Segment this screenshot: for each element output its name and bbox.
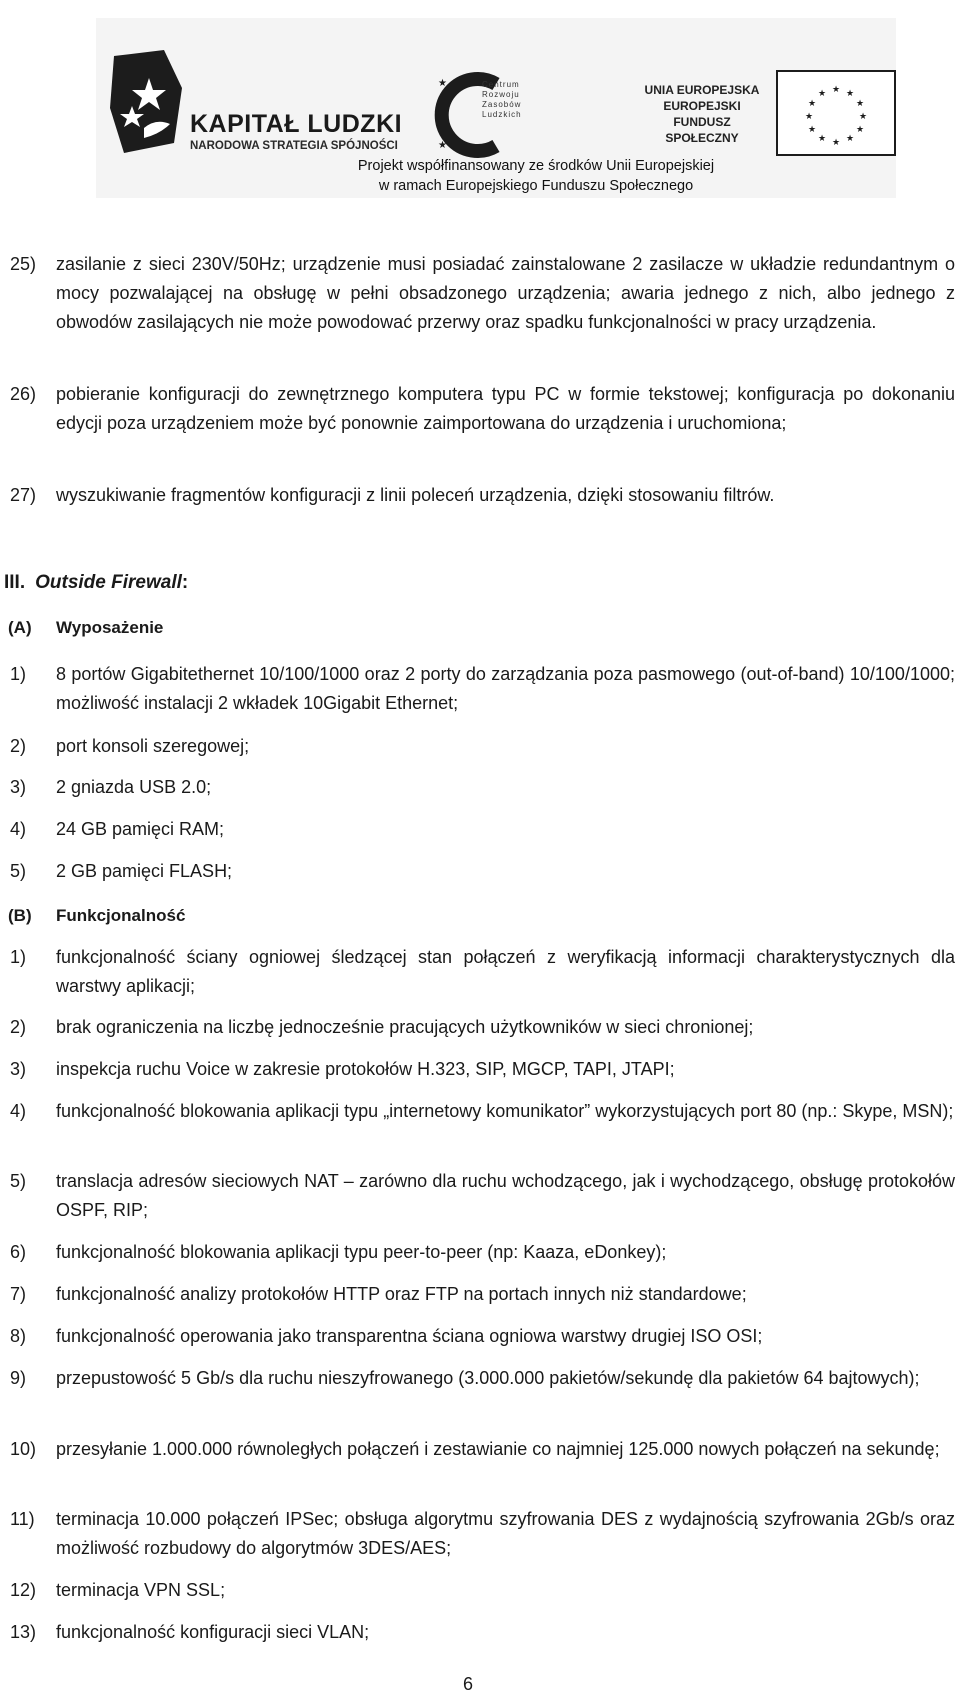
item-text: funkcjonalność blokowania aplikacji typu „internetowy komunikator” wykorzystujących port 80 (np.: Skype, MSN); — [56, 1101, 954, 1121]
item-text: inspekcja ruchu Voice w zakresie protokołów H.323, SIP, MGCP, TAPI, JTAPI; — [56, 1059, 675, 1079]
eu-flag-icon — [776, 70, 896, 156]
svg-text:★: ★ — [817, 134, 827, 144]
list-item — [10, 1238, 955, 1267]
page-number: 6 — [462, 1674, 473, 1694]
item-text: pobieranie konfiguracji do zewnętrznego komputera typu PC w formie tekstowej; konfiguracja po dokonaniu edycji poza urządzeniem może być ponownie zaimportowana do urządzenia i uruchomiona; — [56, 384, 955, 433]
item-text: terminacja VPN SSL; — [56, 1580, 226, 1600]
item-number: 3) — [10, 777, 27, 797]
item-number: 2) — [10, 1017, 27, 1037]
subsection-label: (B) — [8, 906, 32, 925]
item-text: wyszukiwanie fragmentów konfiguracji z linii poleceń urządzenia, dzięki stosowaniu filtrów. — [56, 485, 775, 505]
item-number: 5) — [10, 861, 27, 881]
subsection-title: Wyposażenie — [56, 618, 164, 637]
crzl-line: Centrum — [482, 80, 520, 89]
item-number: 11) — [10, 1509, 35, 1529]
item-number: 13) — [10, 1622, 37, 1642]
list-item — [10, 660, 955, 718]
item-text: funkcjonalność blokowania aplikacji typu peer-to-peer (np: Kaaza, eDonkey); — [56, 1242, 667, 1262]
svg-text:★: ★ — [438, 140, 447, 151]
list-item — [10, 732, 955, 761]
item-text: brak ograniczenia na liczbę jednocześnie pracujących użytkowników w sieci chronionej; — [56, 1017, 754, 1037]
eu-line-3: FUNDUSZ SPOŁECZNY — [665, 115, 739, 145]
svg-text:★: ★ — [858, 112, 868, 122]
svg-text:★: ★ — [845, 89, 855, 99]
project-line-2: w ramach Europejskiego Funduszu Społecznego — [378, 178, 694, 194]
section-name: Outside Firewall — [35, 572, 182, 593]
section-number: III. — [4, 572, 26, 593]
list-item — [10, 1618, 955, 1647]
crzl-logo-text — [482, 80, 522, 120]
svg-text:★: ★ — [831, 138, 841, 148]
svg-text:★: ★ — [855, 125, 865, 135]
item-number: 1) — [10, 664, 27, 684]
list-item — [10, 815, 955, 844]
item-number: 8) — [10, 1326, 27, 1346]
item-text: przesyłanie 1.000.000 równoległych połączeń i zestawianie co najmniej 125.000 nowych połączeń na sekundę; — [56, 1439, 940, 1459]
kapital-ludzki-emblem-icon — [104, 48, 194, 158]
svg-text:★: ★ — [855, 99, 865, 109]
item-number: 5) — [10, 1171, 27, 1191]
item-text: 2 GB pamięci FLASH; — [56, 861, 233, 881]
item-number: 4) — [10, 1101, 27, 1121]
list-item — [10, 250, 955, 337]
list-item — [10, 1280, 955, 1309]
project-line-1: Projekt współfinansowany ze środków Unii Europejskiej — [357, 158, 715, 174]
item-text: funkcjonalność konfiguracji sieci VLAN; — [56, 1622, 370, 1642]
list-item — [10, 1505, 955, 1563]
item-number: 9) — [10, 1368, 27, 1388]
list-item — [10, 1322, 955, 1351]
item-text: funkcjonalność ściany ogniowej śledzącej stan połączeń z weryfikacją informacji charakterystycznych dla warstwy aplikacji; — [56, 947, 955, 996]
item-number: 10) — [10, 1439, 37, 1459]
kapital-ludzki-logo — [104, 48, 404, 158]
list-item — [10, 1364, 955, 1393]
svg-text:★: ★ — [845, 134, 855, 144]
item-text: port konsoli szeregowej; — [56, 736, 250, 756]
item-text: przepustowość 5 Gb/s dla ruchu nieszyfrowanego (3.000.000 pakietów/sekundę dla pakietów 64 bajtowych); — [56, 1368, 920, 1388]
item-number: 7) — [10, 1284, 27, 1304]
item-text: translacja adresów sieciowych NAT – zarówno dla ruchu wchodzącego, jak i wychodzącego, obsługę protokołów OSPF, RIP; — [56, 1171, 955, 1220]
list-item — [10, 481, 955, 510]
section-heading — [4, 568, 188, 597]
item-text: zasilanie z sieci 230V/50Hz; urządzenie musi posiadać zainstalowane 2 zasilacze w układzie redundantnym o mocy pozwalającej na obsługę w pełni obsadzonego urządzenia; awaria jednego z nich, albo jednego z obwodów zasilających nie może powodować przerwy oraz spadku funkcjonalności w pracy urządzenia. — [56, 254, 955, 332]
item-number: 12) — [10, 1580, 37, 1600]
section-colon: : — [181, 572, 189, 593]
svg-text:★: ★ — [807, 125, 817, 135]
item-number: 25) — [10, 254, 37, 274]
crzl-line: Zasobów — [482, 100, 522, 109]
item-text: 8 portów Gigabitethernet 10/100/1000 oraz 2 porty do zarządzania poza pasmowego (out-of-band) 10/100/1000; możliwość instalacji 2 wkładek 10Gigabit Ethernet; — [56, 664, 955, 713]
list-item — [10, 1435, 955, 1464]
subsection-title: Funkcjonalność — [56, 906, 186, 925]
item-number: 3) — [10, 1059, 27, 1079]
list-item — [10, 1097, 955, 1126]
eu-line-2: EUROPEJSKI — [663, 99, 741, 113]
item-number: 4) — [10, 819, 27, 839]
svg-text:★: ★ — [817, 89, 827, 99]
item-text: 2 gniazda USB 2.0; — [56, 777, 212, 797]
item-text: 24 GB pamięci RAM; — [56, 819, 225, 839]
list-item — [10, 773, 955, 802]
svg-text:★: ★ — [438, 78, 447, 89]
list-item — [10, 1576, 955, 1605]
svg-text:★: ★ — [804, 112, 814, 122]
page-header — [96, 18, 896, 198]
item-text: funkcjonalność analizy protokołów HTTP oraz FTP na portach innych niż standardowe; — [56, 1284, 747, 1304]
item-number: 6) — [10, 1242, 27, 1262]
list-item — [10, 857, 955, 886]
list-item — [10, 1013, 955, 1042]
list-item — [10, 380, 955, 438]
kapital-ludzki-subtitle: NARODOWA STRATEGIA SPÓJNOŚCI — [190, 140, 398, 152]
subsection-label: (A) — [8, 618, 32, 637]
item-number: 27) — [10, 485, 37, 505]
eu-logo-text — [638, 82, 766, 146]
item-number: 26) — [10, 384, 37, 404]
list-item — [10, 1055, 955, 1084]
item-number: 1) — [10, 947, 27, 967]
crzl-line: Ludzkich — [482, 110, 522, 119]
svg-text:★: ★ — [434, 108, 443, 119]
list-item — [10, 1167, 955, 1225]
list-item — [10, 943, 955, 1001]
crzl-line: Rozwoju — [482, 90, 520, 99]
item-text: terminacja 10.000 połączeń IPSec; obsługa algorytmu szyfrowania DES z wydajnością szyfrowania 2Gb/s oraz możliwość rozbudowy do algorytmów 3DES/AES; — [56, 1509, 955, 1558]
project-funding-note — [286, 156, 786, 196]
item-number: 2) — [10, 736, 27, 756]
eu-line-1: UNIA EUROPEJSKA — [644, 83, 760, 97]
item-text: funkcjonalność operowania jako transparentna ściana ogniowa warstwy drugiej ISO OSI; — [56, 1326, 763, 1346]
svg-text:★: ★ — [807, 99, 817, 109]
svg-text:★: ★ — [831, 85, 841, 95]
kapital-ludzki-title: KAPITAŁ LUDZKI — [190, 110, 403, 138]
